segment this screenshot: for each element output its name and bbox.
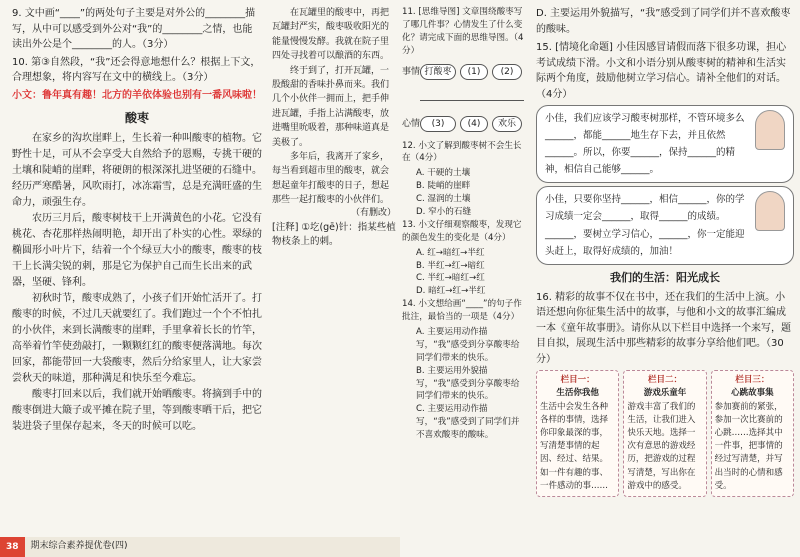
student-avatar <box>755 110 785 150</box>
column-card[interactable] <box>536 370 619 497</box>
option[interactable]: B. 半红→红→暗红 <box>416 260 485 271</box>
left-column <box>12 6 262 531</box>
mind-map-row2-label: 心情 <box>402 118 421 129</box>
card-subtitle: 心跳故事集 <box>731 388 774 399</box>
mind-map-box: 打酸枣 <box>420 64 456 80</box>
question-10-answer: 小文：鲁年真有趣！北方的羊依体验也别有一番风味啦！ <box>12 89 262 101</box>
mind-map-spine <box>420 100 524 101</box>
question-16: 16. 精彩的故事不仅在书中，还在我们的生活中上演。小语还想向你征集生活中的故事，与他和小文的故事汇编成一本《童年故事册》。请你从以下栏目中选择一个来写，题目自拟，展现生活中那些精彩的故事分享给他们吧。（30分） <box>536 291 791 365</box>
right-column <box>536 6 794 531</box>
column-cards <box>536 370 794 497</box>
passage-paragraph: 农历三月后，酸枣树枝干上开满黄色的小花。它没有桃花、杏花那样热闹明艳，却开出了朴实的心性。翠绿的椭圆形小叶片下，结着一个个绿豆大小的酸枣，酸枣的枝干上长满尖锐的刺，那是它为保护自己而生长出来的武器，坚硬、锋利。 <box>12 212 262 288</box>
bubble-text: 小佳，只要你坚持______，相信______，你的学习成绩一定会______，取得______的成绩。______，要树立学习信心，______，你一定能迎头赶上，取得好成绩的，加油！ <box>545 194 745 257</box>
dialogue-bubble-2 <box>536 186 794 264</box>
right-page <box>400 0 800 557</box>
mind-map-box: (4) <box>460 116 488 132</box>
option[interactable]: A. 干硬的土壤 <box>416 168 471 179</box>
question-10: 10. 第③自然段，“我”还会得意地想什么？根据上下文，合理想象，将内容写在文中的横线上。（3分） <box>12 56 261 83</box>
source-note: （有删改） <box>350 208 396 219</box>
mind-map-box: 欢乐 <box>492 116 522 132</box>
option[interactable]: B. 主要运用外貌描写，“我”感受到分享酸枣给同学们带来的快乐。 <box>416 365 520 402</box>
option[interactable]: B. 陡峭的崖畔 <box>416 181 471 192</box>
passage-paragraph: 初秋时节，酸枣成熟了，小孩子们开始忙活开了。打酸枣的时候，不过几天就要红了。我们跑过一个个不怕扎的小伙伴，来到长满酸枣的崖畔，手里拿着长长的竹竿，高举着竹竿使劲敲打，一颗颗红红的酸枣便落满地。每次回家，都能带回一大袋酸枣，然后分给家里人，让大家尝尝秋天的味道，那种满足和快乐至今难忘。 <box>12 292 262 384</box>
mind-map <box>402 62 528 136</box>
question-14: 14. 小文想给画“____”的句子作批注，最恰当的一项是（4分） <box>402 299 522 323</box>
passage-paragraph: 在家乡的沟坎崖畔上，生长着一种叫酸枣的植物。它野性十足，可从不会享受大自然给予的恩赐，专挑干硬的土壤和陡峭的崖畔，将硬朗的根深深扎进坚硬的石缝中。经历严寒酷暑，风吹雨打，冰冻霜雪，总是充满旺盛的生命力，顽强生存。 <box>12 132 262 208</box>
passage-paragraph: 酸枣打回来以后，我们就开始晒酸枣。将摘到手中的酸枣倒进大簸子或平摊在院子里，等到酸枣晒干后，把它装进袋子里保存起来，冬天的时候可以吃。 <box>12 388 262 432</box>
option[interactable]: D. 主要运用外貌描写，“我”感受到了同学们并不喜欢酸枣的酸味。 <box>536 8 791 35</box>
section-heading: 我们的生活：阳光成长 <box>610 270 720 284</box>
question-15: 15. [情境化命题] 小佳因感冒请假而落下很多功课，担心考试成绩下滑。小文和小语分别从酸枣树的精神和生活实际两个角度，鼓励他树立学习信心。请补全他们的对话。（4分） <box>536 42 787 100</box>
mind-map-box: (1) <box>460 64 488 80</box>
question-9: 9. 文中画“____”的两处句子主要是对外公的________描写，从中可以感受到外公对“我”的________之情，也能读出外公是个________的人。（3分） <box>12 8 256 50</box>
option[interactable]: D. 暗红→红→半红 <box>416 286 486 297</box>
footer-title: 期末综合素养提优卷(四) <box>30 541 128 552</box>
questions-column <box>400 6 528 531</box>
option[interactable]: D. 窄小的石缝 <box>416 207 472 218</box>
option[interactable]: C. 主要运用动作描写，“我”感受到了同学们并不喜欢酸枣的酸味。 <box>416 404 520 441</box>
card-heading: 栏目一： <box>560 375 595 386</box>
question-11: 11. [思维导图] 文章围绕酸枣写了哪几件事？心情发生了什么变化？请完成下面的思维导图。（4分） <box>402 7 524 56</box>
passage-title: 酸枣 <box>124 111 149 125</box>
card-subtitle: 生活你我他 <box>556 388 599 399</box>
card-body: 参加赛前的紧张，参加一次比赛前的心跳……选择其中一件事，把事情的经过写清楚，并写出当时的心情和感受。 <box>714 401 783 491</box>
card-body: 游戏丰富了我们的生活，让我们进入快乐天地。选择一次有意思的游戏经历，把游戏的过程写清楚，写出你在游戏中的感受。 <box>627 401 696 491</box>
passage-paragraph: 在瓦罐里的酸枣中，再把瓦罐封严实，酸枣吸收阳光的能量慢慢发酵。我就在院子里四处寻找着可以酿酒的东西。 <box>272 8 390 62</box>
column-card[interactable] <box>711 370 794 497</box>
bubble-text: 小佳，我们应该学习酸枣树那样，不管环境多么______，都能______地生存下去，并且依然______。所以，你要______，保持______的精神，相信自己能够______。 <box>545 113 745 176</box>
page-footer <box>0 537 400 557</box>
student-avatar <box>755 191 785 231</box>
option[interactable]: C. 半红→暗红→红 <box>416 273 485 284</box>
card-heading: 栏目二： <box>647 375 682 386</box>
dialogue-bubble-1 <box>536 105 794 183</box>
card-heading: 栏目三： <box>735 375 770 386</box>
question-12: 12. 小文了解到酸枣树不会生长在（4分） <box>402 140 522 164</box>
option[interactable]: A. 主要运用动作描写，“我”感受到分享酸枣给同学们带来的快乐。 <box>416 327 520 363</box>
option[interactable]: C. 湿润的土壤 <box>416 194 471 205</box>
mind-map-box: (2) <box>492 64 522 80</box>
card-body: 生活中会发生各种各样的事情，选择你印象最深的事，写清楚事情的起因、经过、结果。如一件有趣的事、一件感动的事…… <box>540 401 609 491</box>
card-subtitle: 游戏乐童年 <box>643 388 687 399</box>
page-number: 38 <box>0 537 25 557</box>
option[interactable]: A. 红→暗红→半红 <box>416 247 485 258</box>
middle-column <box>272 6 396 531</box>
column-card[interactable] <box>623 370 706 497</box>
question-13: 13. 小文仔细观察酸枣，发现它的颜色发生的变化是（4分） <box>402 219 522 243</box>
mind-map-box: (3) <box>420 116 456 132</box>
mind-map-row1-label: 事情 <box>402 66 421 77</box>
passage-paragraph: 多年后，我离开了家乡，每当看到超市里的酸枣，就会想起童年打酸枣的日子，想起那些一起打酸枣的小伙伴们。 <box>272 151 390 206</box>
passage-paragraph: 终于到了，打开瓦罐，一股酸甜的香味扑鼻而来。我们几个小伙伴一拥而上，把手伸进瓦罐，手指上沾满酸枣，放进嘴里吮吸着，那种味道真是美极了。 <box>272 65 390 148</box>
annotation-note: [注释] ①圪(gē)针：指某些植物枝条上的刺。 <box>272 221 396 248</box>
